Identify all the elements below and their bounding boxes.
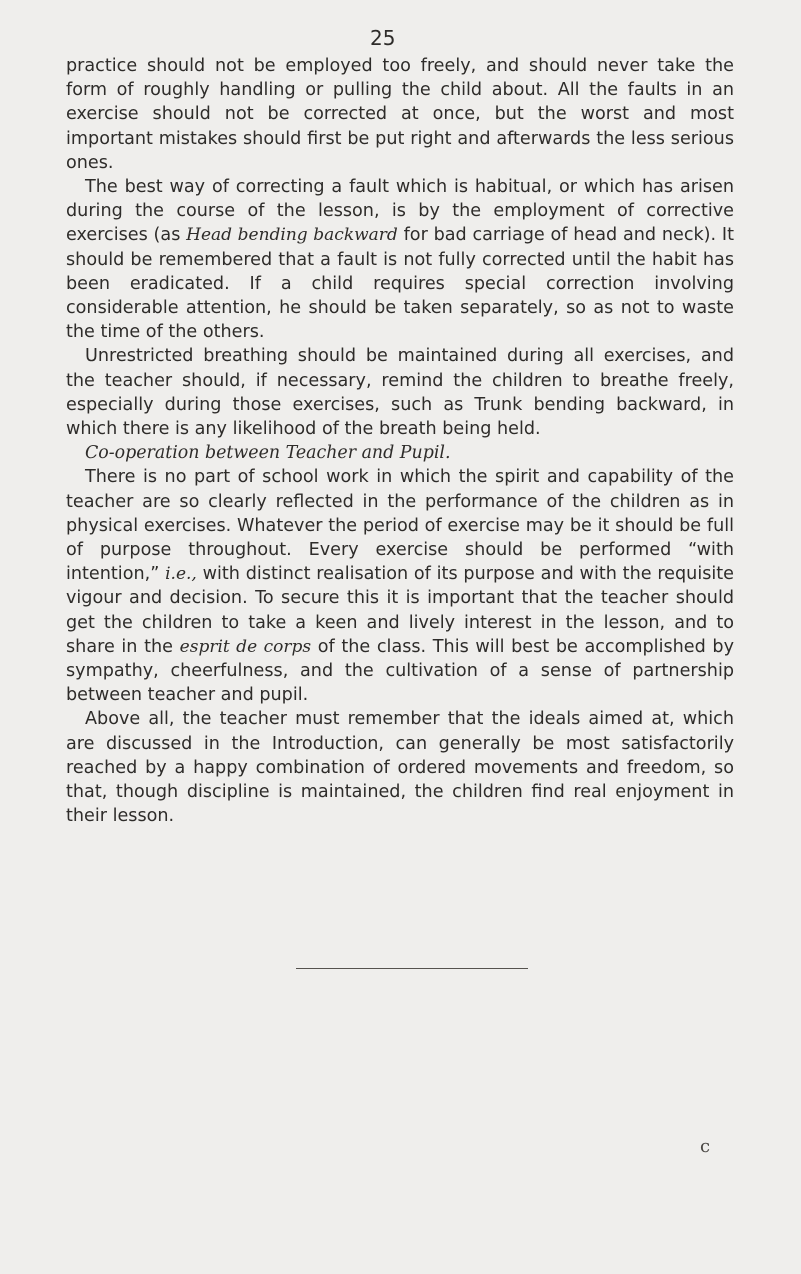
paragraph-2-text-b: for bad carriage of head and neck). It should be remembered that a fault is not fully corrected until the habit has been eradicated. If a child requires special correction involving considerable attention, he should be taken separately, so as not to waste the time of the others. (66, 225, 735, 343)
paragraph-4-text-c: of the class. This will best be accomplished by sympathy, cheerfulness, and the cultivation of a sense of partnership between teacher and pupil. (66, 636, 734, 706)
paragraph-4-text-a: There is no part of school work in which the spirit and capability of the teacher are so clearly reflected in the performance of the children as in physical exercises. Whatever the period of exercise may be it should be full of purpose throughout. Every exercise should be performed “with intention,” (66, 467, 734, 585)
body-text (66, 54, 734, 829)
paragraph-4-text-b: with distinct realisation of its purpose and with the requisite vigour and decision. To secure this it is important that the teacher should get the children to take a keen and lively interest in the lesson, and to share in the (66, 564, 734, 657)
paragraph-2-italic: Head bending backward (186, 225, 398, 246)
footer-rule (296, 968, 528, 969)
section-heading: Co-operation between Teacher and Pupil. (85, 443, 451, 464)
paragraph-1: practice should not be employed too freely, and should never take the form of roughly handling or pulling the child about. All the faults in an exercise should not be corrected at once, but the worst and most important mistakes should first be put right and afterwards the less serious ones. (66, 56, 734, 173)
paragraph-4-italic-esprit: esprit de corps (179, 636, 312, 657)
paragraph-5: Above all, the teacher must remember that the ideals aimed at, which are discussed in the Introduction, can generally be most satisfactorily reached by a happy combination of ordered movements and freedom, so that, though discipline is maintained, the children find real enjoyment in their lesson. (66, 709, 734, 827)
paragraph-2 (66, 175, 734, 344)
paragraph-4 (66, 465, 734, 707)
paragraph-3: Unrestricted breathing should be maintained during all exercises, and the teacher should, if necessary, remind the children to breathe freely, especially during those exercises, such as Trunk bending backward, in which there is any likelihood of the breath being held. (66, 346, 734, 440)
paragraph-2-text-a: The best way of correcting a fault which is habitual, or which has arisen during the course of the lesson, is by the employment of corrective exercises (as (66, 177, 734, 246)
paragraph-4-italic-ie: i.e., (165, 564, 197, 585)
page-number: 25 (370, 26, 396, 50)
signature-mark: c (700, 1136, 711, 1157)
